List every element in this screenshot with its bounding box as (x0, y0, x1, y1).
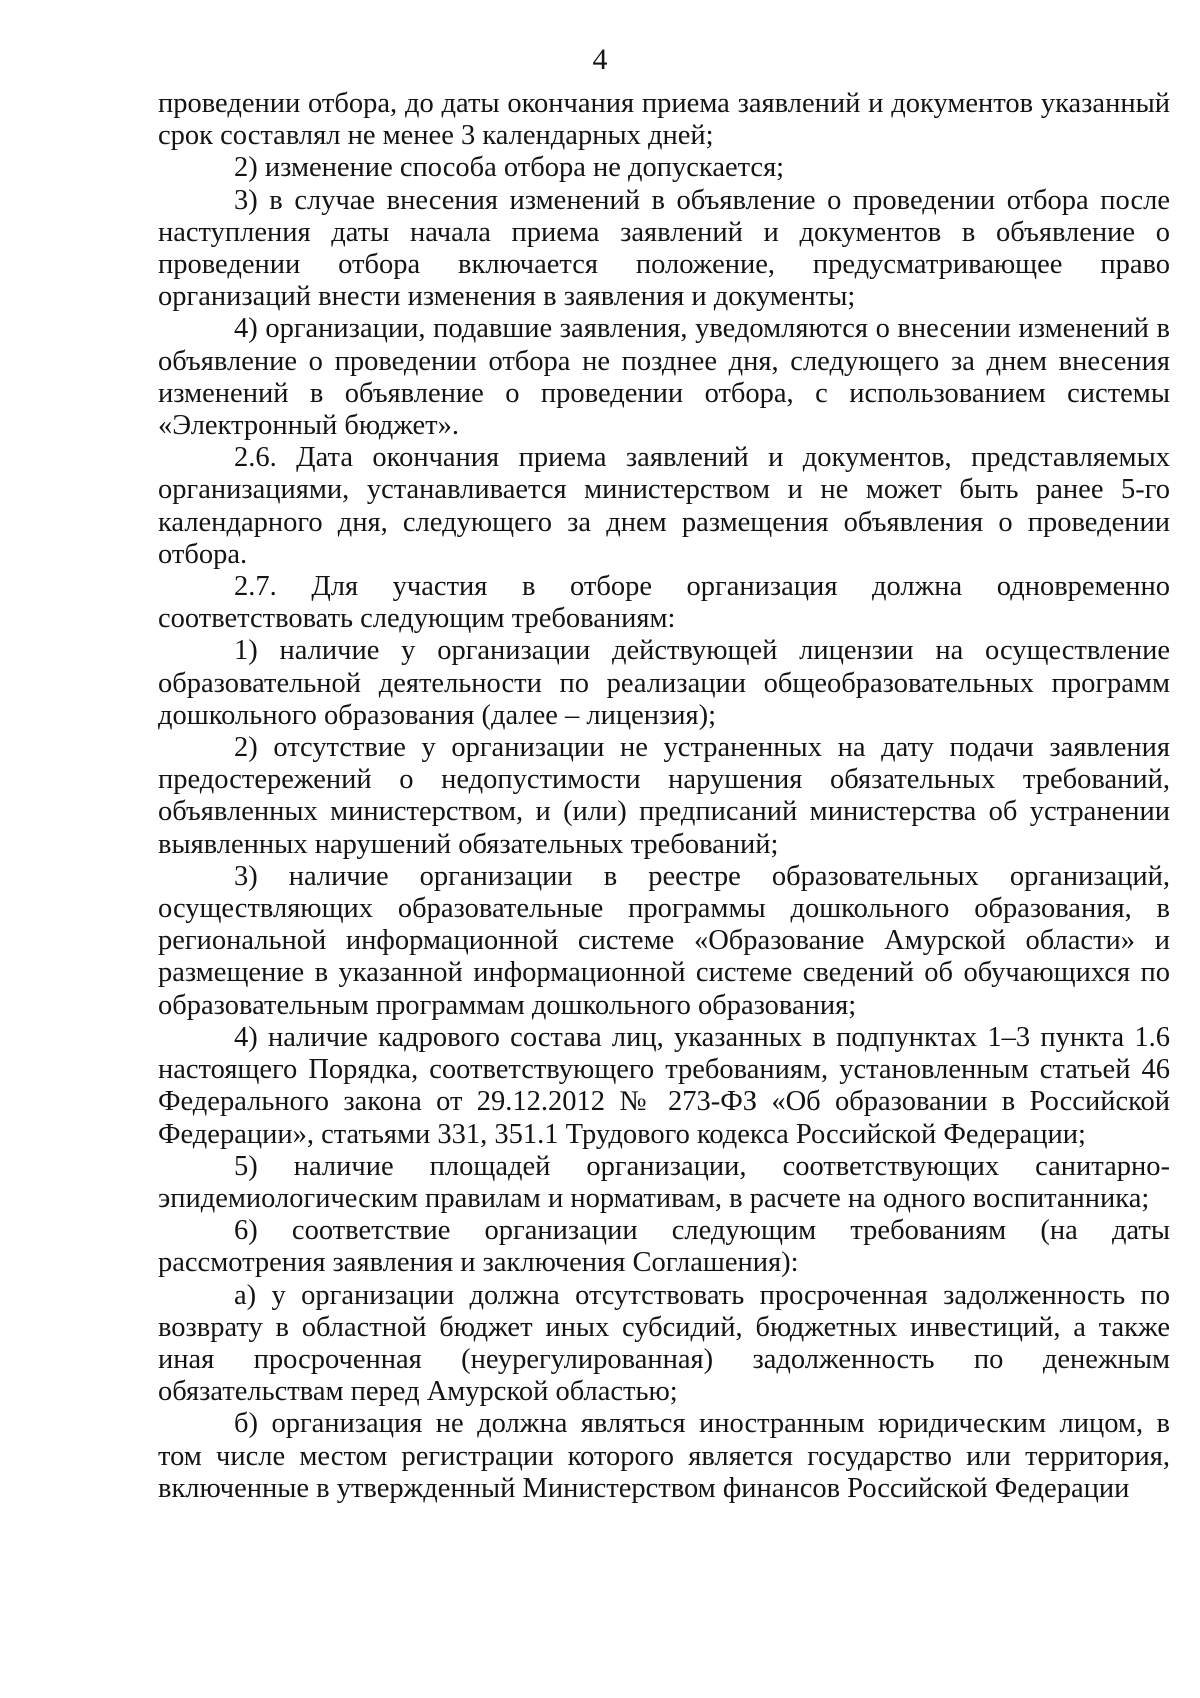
paragraph-2-6: 2.6. Дата окончания приема заявлений и документов, представляемых организациями, устанавливается министерством и не может быть ранее 5-го календарного дня, следующего за днем размещения объявления о проведении отбора. (158, 442, 1170, 570)
paragraph-2-5-item-2: 2) изменение способа отбора не допускается; (234, 152, 785, 184)
paragraph-2-7-item-6-b: б) организация не должна являться иностранным юридическим лицом, в том числе местом регистрации которого является государство или территория, включенные в утвержденный Министерством финансов Российской Федерации (158, 1408, 1170, 1504)
paragraph-2-7-item-4: 4) наличие кадрового состава лиц, указанных в подпунктах 1–3 пункта 1.6 настоящего Порядка, соответствующего требованиям, установленным статьей 46 Федерального закона от 29.12.2012 № 273-ФЗ «Об образовании в Российской Федерации», статьями 331, 351.1 Трудового кодекса Российской Федерации; (158, 1021, 1170, 1150)
page-number: 4 (592, 43, 608, 76)
paragraph-2-7-item-1: 1) наличие у организации действующей лицензии на осуществление образовательной деятельности по реализации общеобразовательных программ дошкольного образования (далее – лицензия); (158, 635, 1170, 731)
document-body (158, 88, 1170, 1505)
paragraph-2-7-item-5: 5) наличие площадей организации, соответствующих санитарно-эпидемиологическим правилам и нормативам, в расчете на одного воспитанника; (158, 1150, 1170, 1214)
paragraph-2-7-item-3: 3) наличие организации в реестре образовательных организаций, осуществляющих образовательные программы дошкольного образования, в региональной информационной системе «Образование Амурской области» и размещение в указанной информационной системе сведений об обучающихся по образовательным программам дошкольного образования; (158, 860, 1170, 1021)
paragraph-2-7-item-2: 2) отсутствие у организации не устраненных на дату подачи заявления предостережений о недопустимости нарушения обязательных требований, объявленных министерством, и (или) предписаний министерства об устранении выявленных нарушений обязательных требований; (158, 732, 1170, 860)
paragraph-continuation: проведении отбора, до даты окончания приема заявлений и документов указанный срок составлял не менее 3 календарных дней; (158, 88, 1170, 152)
paragraph-2-7-item-6: 6) соответствие организации следующим требованиям (на даты рассмотрения заявления и заключения Соглашения): (158, 1215, 1170, 1279)
paragraph-2-5-item-3: 3) в случае внесения изменений в объявление о проведении отбора после наступления даты начала приема заявлений и документов в объявление о проведении отбора включается положение, предусматривающее право организаций внести изменения в заявления и документы; (158, 184, 1170, 313)
paragraph-2-7-item-6-a: а) у организации должна отсутствовать просроченная задолженность по возврату в областной бюджет иных субсидий, бюджетных инвестиций, а также иная просроченная (неурегулированная) задолженность по денежным обязательствам перед Амурской областью; (158, 1279, 1170, 1408)
paragraph-2-7: 2.7. Для участия в отборе организация должна одновременно соответствовать следующим требованиям: (158, 571, 1170, 635)
paragraph-2-5-item-4: 4) организации, подавшие заявления, уведомляются о внесении изменений в объявление о проведении отбора не позднее дня, следующего за днем внесения изменений в объявление о проведении отбора, с использованием системы «Электронный бюджет». (158, 313, 1170, 442)
